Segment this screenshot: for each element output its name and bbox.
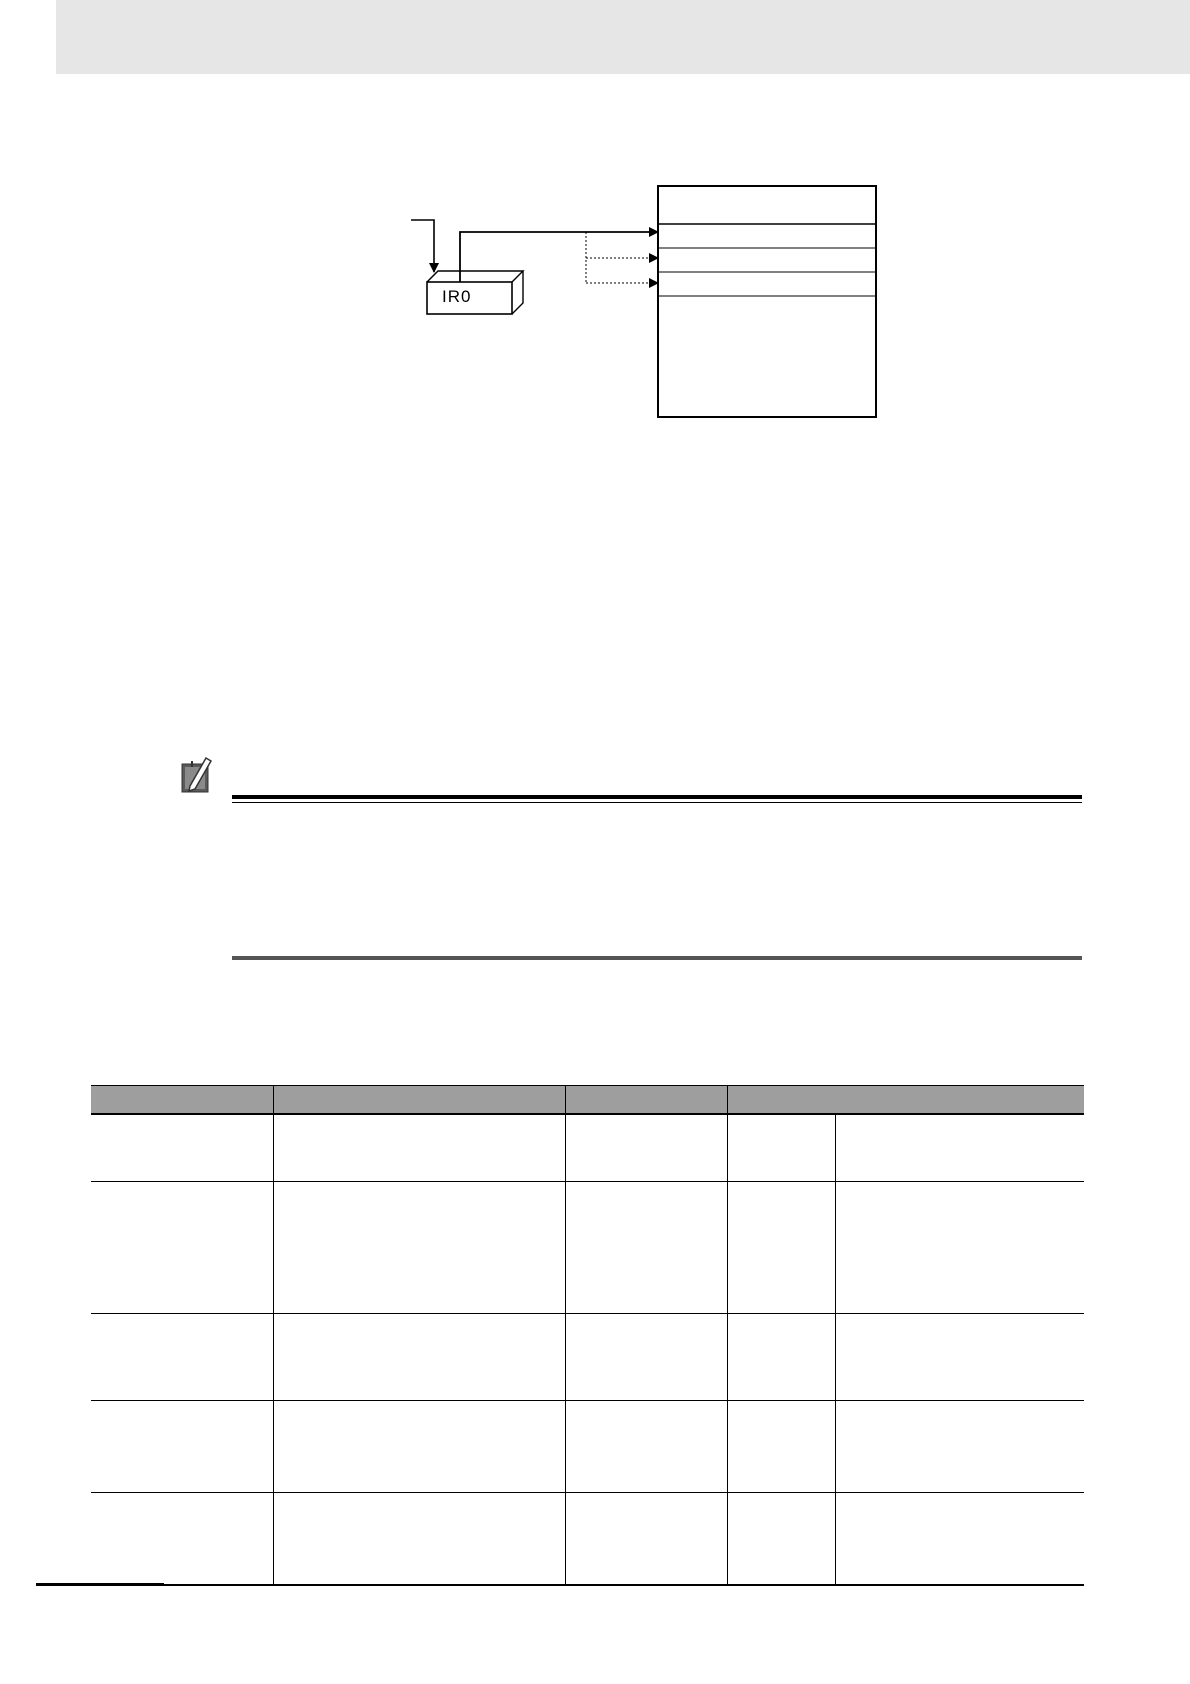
table-cell: [727, 1114, 835, 1181]
table-cell: [727, 1400, 835, 1492]
table-cell: [835, 1313, 1084, 1400]
table-header-cell: [273, 1086, 565, 1115]
table-header-cell: [565, 1086, 727, 1115]
page-header-band: [56, 0, 1190, 74]
index-register-diagram: [400, 170, 900, 430]
table-cell: [273, 1492, 565, 1585]
footer-rule: [36, 1583, 164, 1586]
table-cell: [835, 1400, 1084, 1492]
reference-table: [91, 1085, 1084, 1586]
table-cell: [727, 1313, 835, 1400]
input-arrow: [411, 220, 434, 272]
note-bottom-rule: [232, 956, 1082, 960]
table-cell: [565, 1181, 727, 1313]
table-row: [91, 1492, 1084, 1585]
table-cell: [565, 1492, 727, 1585]
table-cell: [835, 1492, 1084, 1585]
table-cell: [91, 1492, 273, 1585]
table-cell: [727, 1181, 835, 1313]
table-cell: [273, 1181, 565, 1313]
table-cell: [91, 1313, 273, 1400]
table-header-cell: [727, 1086, 1084, 1115]
note-top-rule: [232, 795, 1082, 799]
table-row: [91, 1181, 1084, 1313]
table-cell: [91, 1181, 273, 1313]
table-cell: [835, 1114, 1084, 1181]
table-cell: [273, 1400, 565, 1492]
table-cell: [835, 1181, 1084, 1313]
table-cell: [727, 1492, 835, 1585]
table-cell: [565, 1114, 727, 1181]
table-cell: [273, 1313, 565, 1400]
ir0-register-top: [427, 271, 523, 282]
precautions-pencil-icon: [180, 756, 214, 796]
pointer-arrow: [460, 232, 658, 282]
table-header-row: [91, 1086, 1084, 1115]
ir0-label: IR0: [442, 287, 472, 306]
table-header-cell: [91, 1086, 273, 1115]
diagram-drawing: [400, 170, 900, 430]
note-top-rule-thin: [232, 802, 1082, 803]
table-cell: [273, 1114, 565, 1181]
table-row: [91, 1400, 1084, 1492]
memory-block: [658, 186, 876, 417]
table-cell: [565, 1313, 727, 1400]
table-cell: [565, 1400, 727, 1492]
table-cell: [91, 1114, 273, 1181]
table-cell: [91, 1400, 273, 1492]
table-row: [91, 1313, 1084, 1400]
table-row: [91, 1114, 1084, 1181]
